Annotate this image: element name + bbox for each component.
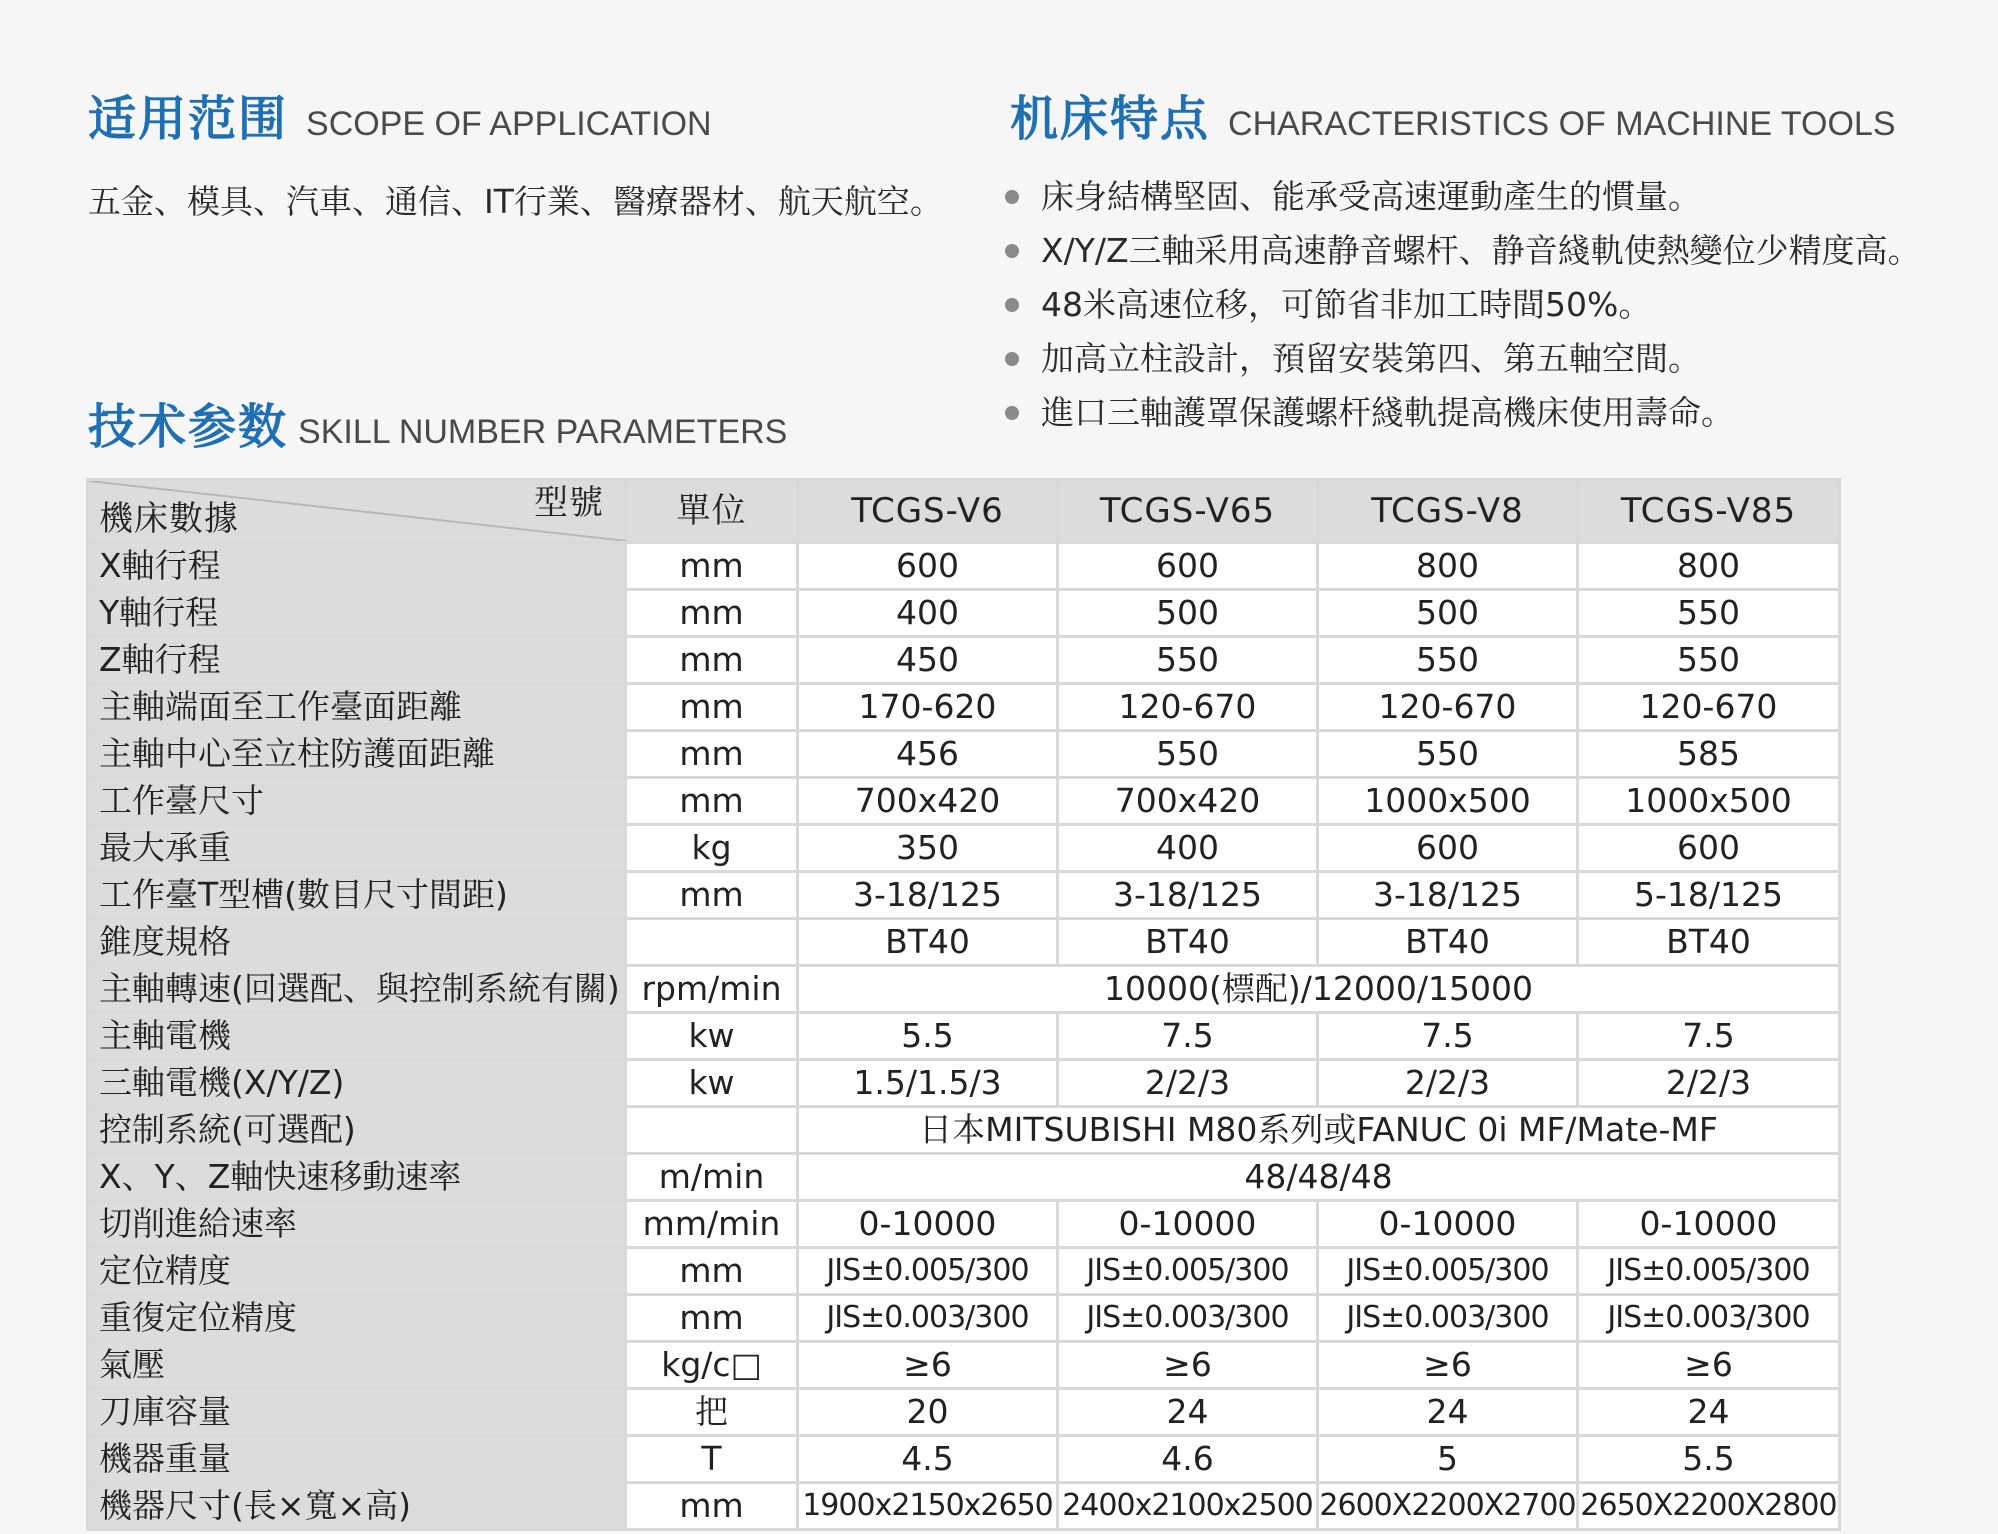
model-header: TCGS-V65 bbox=[1058, 480, 1318, 543]
bullet-icon bbox=[1005, 352, 1019, 366]
row-label: X軸行程 bbox=[88, 543, 626, 590]
feature-text: 48米高速位移，可節省非加工時間50%。 bbox=[1041, 285, 1652, 324]
value-cell: 450 bbox=[798, 637, 1058, 684]
feature-item bbox=[1005, 226, 1921, 280]
value-cell: 550 bbox=[1058, 731, 1318, 778]
table-row bbox=[88, 1107, 1840, 1154]
row-unit: mm bbox=[626, 684, 798, 731]
value-cell: BT40 bbox=[1578, 919, 1840, 966]
value-cell: 4.6 bbox=[1058, 1436, 1318, 1483]
row-label: 定位精度 bbox=[88, 1248, 626, 1295]
table-row bbox=[88, 872, 1840, 919]
table-row bbox=[88, 637, 1840, 684]
scope-title-cn: 适用范围 bbox=[88, 91, 289, 147]
table-row bbox=[88, 590, 1840, 637]
value-cell: 700x420 bbox=[798, 778, 1058, 825]
model-header: TCGS-V6 bbox=[798, 480, 1058, 543]
value-cell: 170-620 bbox=[798, 684, 1058, 731]
row-unit: mm bbox=[626, 1295, 798, 1342]
value-cell: 2600X2200X2700 bbox=[1318, 1483, 1578, 1530]
skill-heading bbox=[88, 388, 787, 457]
value-cell: 500 bbox=[1318, 590, 1578, 637]
value-cell: 600 bbox=[1318, 825, 1578, 872]
value-cell: 1000x500 bbox=[1578, 778, 1840, 825]
value-cell: JIS±0.005/300 bbox=[1058, 1248, 1318, 1295]
row-unit: mm bbox=[626, 543, 798, 590]
row-unit: rpm/min bbox=[626, 966, 798, 1013]
value-cell: 800 bbox=[1578, 543, 1840, 590]
value-cell: 550 bbox=[1578, 637, 1840, 684]
value-cell: 5.5 bbox=[1578, 1436, 1840, 1483]
value-cell: BT40 bbox=[798, 919, 1058, 966]
table-row bbox=[88, 543, 1840, 590]
row-unit: mm bbox=[626, 590, 798, 637]
value-cell: JIS±0.005/300 bbox=[798, 1248, 1058, 1295]
value-cell: 20 bbox=[798, 1389, 1058, 1436]
table-row bbox=[88, 825, 1840, 872]
row-unit bbox=[626, 919, 798, 966]
row-label: 機器重量 bbox=[88, 1436, 626, 1483]
table-row bbox=[88, 1201, 1840, 1248]
value-cell: 1000x500 bbox=[1318, 778, 1578, 825]
bullet-icon bbox=[1005, 244, 1019, 258]
table-body bbox=[88, 543, 1840, 1530]
model-header: TCGS-V85 bbox=[1578, 480, 1840, 543]
bullet-icon bbox=[1005, 190, 1019, 204]
merged-value-cell: 日本MITSUBISHI M80系列或FANUC 0i MF/Mate-MF bbox=[798, 1107, 1840, 1154]
row-unit: mm/min bbox=[626, 1201, 798, 1248]
row-label: 工作臺T型槽(數目尺寸間距) bbox=[88, 872, 626, 919]
value-cell: 120-670 bbox=[1578, 684, 1840, 731]
feature-text: 進口三軸護罩保護螺杆綫軌提高機床使用壽命。 bbox=[1041, 393, 1734, 432]
value-cell: 2400x2100x2500 bbox=[1058, 1483, 1318, 1530]
merged-value-cell: 10000(標配)/12000/15000 bbox=[798, 966, 1840, 1013]
row-unit: kg/c□ bbox=[626, 1342, 798, 1389]
row-label: 工作臺尺寸 bbox=[88, 778, 626, 825]
value-cell: 456 bbox=[798, 731, 1058, 778]
value-cell: ≥6 bbox=[1058, 1342, 1318, 1389]
value-cell: 1.5/1.5/3 bbox=[798, 1060, 1058, 1107]
value-cell: 0-10000 bbox=[798, 1201, 1058, 1248]
value-cell: 800 bbox=[1318, 543, 1578, 590]
row-label: 氣壓 bbox=[88, 1342, 626, 1389]
value-cell: 120-670 bbox=[1318, 684, 1578, 731]
row-label: 最大承重 bbox=[88, 825, 626, 872]
table-row bbox=[88, 1154, 1840, 1201]
row-unit: mm bbox=[626, 637, 798, 684]
feature-text: 床身結構堅固、能承受高速運動產生的慣量。 bbox=[1041, 177, 1701, 216]
scope-title-en: SCOPE OF APPLICATION bbox=[306, 105, 712, 143]
characteristics-title-cn: 机床特点 bbox=[1010, 91, 1211, 147]
corner-header-cell bbox=[88, 480, 626, 543]
characteristics-title-en: CHARACTERISTICS OF MACHINE TOOLS bbox=[1228, 105, 1896, 143]
row-unit: kw bbox=[626, 1013, 798, 1060]
table-row bbox=[88, 731, 1840, 778]
row-unit: 把 bbox=[626, 1389, 798, 1436]
characteristics-heading bbox=[1010, 80, 1896, 149]
value-cell: 7.5 bbox=[1318, 1013, 1578, 1060]
value-cell: BT40 bbox=[1058, 919, 1318, 966]
table-row bbox=[88, 1342, 1840, 1389]
value-cell: 400 bbox=[1058, 825, 1318, 872]
table-row bbox=[88, 1389, 1840, 1436]
value-cell: 550 bbox=[1318, 637, 1578, 684]
value-cell: 0-10000 bbox=[1058, 1201, 1318, 1248]
merged-value-cell: 48/48/48 bbox=[798, 1154, 1840, 1201]
row-label: 主軸轉速(回選配、與控制系統有關) bbox=[88, 966, 626, 1013]
characteristics-list bbox=[1005, 172, 1921, 442]
row-label: 主軸中心至立柱防護面距離 bbox=[88, 731, 626, 778]
value-cell: ≥6 bbox=[1318, 1342, 1578, 1389]
skill-title-cn: 技术参数 bbox=[88, 399, 289, 455]
bullet-icon bbox=[1005, 298, 1019, 312]
value-cell: 3-18/125 bbox=[1058, 872, 1318, 919]
row-label: 錐度規格 bbox=[88, 919, 626, 966]
row-unit: T bbox=[626, 1436, 798, 1483]
value-cell: 3-18/125 bbox=[1318, 872, 1578, 919]
value-cell: ≥6 bbox=[1578, 1342, 1840, 1389]
value-cell: 400 bbox=[798, 590, 1058, 637]
model-header: TCGS-V8 bbox=[1318, 480, 1578, 543]
row-unit: mm bbox=[626, 778, 798, 825]
skill-title-en: SKILL NUMBER PARAMETERS bbox=[298, 413, 788, 451]
value-cell: 600 bbox=[798, 543, 1058, 590]
value-cell: 1900x2150x2650 bbox=[798, 1483, 1058, 1530]
table-row bbox=[88, 778, 1840, 825]
value-cell: 5-18/125 bbox=[1578, 872, 1840, 919]
value-cell: 2/2/3 bbox=[1578, 1060, 1840, 1107]
row-label: 重復定位精度 bbox=[88, 1295, 626, 1342]
value-cell: JIS±0.003/300 bbox=[1318, 1295, 1578, 1342]
table-header-row bbox=[88, 480, 1840, 543]
scope-text: 五金、模具、汽車、通信、IT行業、醫療器材、航天航空。 bbox=[88, 182, 943, 221]
row-label: 三軸電機(X/Y/Z) bbox=[88, 1060, 626, 1107]
table-row bbox=[88, 1060, 1840, 1107]
feature-item bbox=[1005, 388, 1921, 442]
value-cell: 600 bbox=[1058, 543, 1318, 590]
value-cell: 120-670 bbox=[1058, 684, 1318, 731]
value-cell: 24 bbox=[1318, 1389, 1578, 1436]
feature-item bbox=[1005, 172, 1921, 226]
value-cell: 2/2/3 bbox=[1318, 1060, 1578, 1107]
value-cell: JIS±0.003/300 bbox=[1058, 1295, 1318, 1342]
value-cell: JIS±0.005/300 bbox=[1578, 1248, 1840, 1295]
row-unit: kw bbox=[626, 1060, 798, 1107]
row-unit: m/min bbox=[626, 1154, 798, 1201]
row-unit: mm bbox=[626, 872, 798, 919]
value-cell: 0-10000 bbox=[1578, 1201, 1840, 1248]
value-cell: 24 bbox=[1578, 1389, 1840, 1436]
table-row bbox=[88, 684, 1840, 731]
unit-header: 單位 bbox=[626, 480, 798, 543]
value-cell: 4.5 bbox=[798, 1436, 1058, 1483]
value-cell: BT40 bbox=[1318, 919, 1578, 966]
value-cell: 550 bbox=[1058, 637, 1318, 684]
value-cell: 550 bbox=[1578, 590, 1840, 637]
table-row bbox=[88, 966, 1840, 1013]
value-cell: 0-10000 bbox=[1318, 1201, 1578, 1248]
value-cell: 600 bbox=[1578, 825, 1840, 872]
feature-text: 加高立柱設計，預留安裝第四、第五軸空間。 bbox=[1041, 339, 1701, 378]
value-cell: 24 bbox=[1058, 1389, 1318, 1436]
feature-item bbox=[1005, 280, 1921, 334]
row-label: 機器尺寸(長×寬×高) bbox=[88, 1483, 626, 1530]
row-label: 主軸端面至工作臺面距離 bbox=[88, 684, 626, 731]
value-cell: 2650X2200X2800 bbox=[1578, 1483, 1840, 1530]
value-cell: JIS±0.003/300 bbox=[798, 1295, 1058, 1342]
table-row bbox=[88, 1436, 1840, 1483]
value-cell: 7.5 bbox=[1578, 1013, 1840, 1060]
value-cell: 3-18/125 bbox=[798, 872, 1058, 919]
row-label: 主軸電機 bbox=[88, 1013, 626, 1060]
scope-heading bbox=[88, 80, 712, 149]
value-cell: 2/2/3 bbox=[1058, 1060, 1318, 1107]
row-label: Y軸行程 bbox=[88, 590, 626, 637]
table-row bbox=[88, 1483, 1840, 1530]
corner-data-label: 機床數據 bbox=[99, 499, 239, 539]
row-label: 刀庫容量 bbox=[88, 1389, 626, 1436]
value-cell: 7.5 bbox=[1058, 1013, 1318, 1060]
value-cell: 550 bbox=[1318, 731, 1578, 778]
row-unit: kg bbox=[626, 825, 798, 872]
feature-item bbox=[1005, 334, 1921, 388]
row-unit: mm bbox=[626, 1248, 798, 1295]
row-label: Z軸行程 bbox=[88, 637, 626, 684]
value-cell: 700x420 bbox=[1058, 778, 1318, 825]
value-cell: ≥6 bbox=[798, 1342, 1058, 1389]
value-cell: 5 bbox=[1318, 1436, 1578, 1483]
value-cell: 585 bbox=[1578, 731, 1840, 778]
spec-table bbox=[86, 478, 1841, 1531]
row-label: X、Y、Z軸快速移動速率 bbox=[88, 1154, 626, 1201]
row-unit bbox=[626, 1107, 798, 1154]
value-cell: JIS±0.005/300 bbox=[1318, 1248, 1578, 1295]
row-label: 切削進給速率 bbox=[88, 1201, 626, 1248]
value-cell: JIS±0.003/300 bbox=[1578, 1295, 1840, 1342]
table-row bbox=[88, 1248, 1840, 1295]
value-cell: 5.5 bbox=[798, 1013, 1058, 1060]
table-row bbox=[88, 1295, 1840, 1342]
row-unit: mm bbox=[626, 731, 798, 778]
table-row bbox=[88, 1013, 1840, 1060]
row-unit: mm bbox=[626, 1483, 798, 1530]
corner-model-label: 型號 bbox=[534, 483, 604, 523]
table-row bbox=[88, 919, 1840, 966]
value-cell: 500 bbox=[1058, 590, 1318, 637]
feature-text: X/Y/Z三軸采用高速静音螺杆、静音綫軌使熱變位少精度高。 bbox=[1041, 231, 1921, 270]
row-label: 控制系統(可選配) bbox=[88, 1107, 626, 1154]
value-cell: 350 bbox=[798, 825, 1058, 872]
bullet-icon bbox=[1005, 406, 1019, 420]
